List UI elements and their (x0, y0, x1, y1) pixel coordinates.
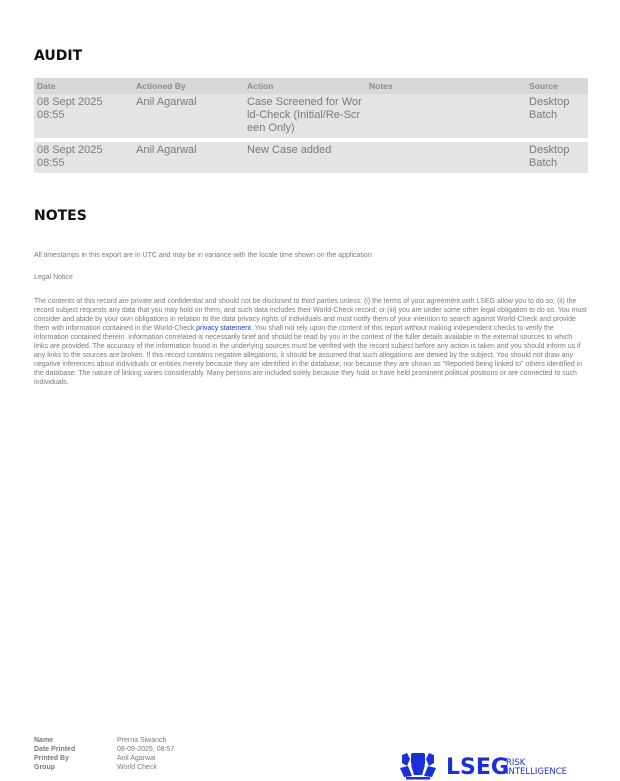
footer-group-value: World Check (117, 764, 157, 771)
privacy-statement-link[interactable]: privacy statement (196, 325, 251, 332)
cell-actioned-by: Anil Agarwal (136, 96, 197, 108)
lseg-crest-icon (400, 753, 436, 780)
legal-notice-title: Legal Notice (34, 274, 73, 281)
column-header-date: Date (37, 81, 56, 91)
column-header-actioned-by: Actioned By (136, 81, 186, 91)
table-row (34, 94, 588, 138)
cell-date: 08 Sept 2025 08:55 (37, 144, 103, 169)
footer-date-label: Date Printed (34, 746, 76, 753)
legal-text-part-1: The contents of this record are private and confidential and should not be disclosed to third parties unless: (i) the terms of your agreement with LSEG allow you to do so; (ii) the record subject requests any data that you may hold on them, and such data includes their World-Check record; or (iii) you are under some other legal obligation to do so. You must consider and abide by your own obligations in relation to the data privacy rights of individuals and must notify them of your intention to search against World-Check and provide them with information contained in the World-Check (34, 298, 587, 332)
footer-date-value: 08-09-2025, 08:57 (117, 746, 175, 753)
column-header-source: Source (529, 81, 558, 91)
column-header-notes: Notes (369, 81, 393, 91)
cell-notes (366, 96, 526, 135)
cell-action: Case Screened for World-Check (Initial/Re-Screen Only) (247, 96, 362, 134)
footer-group-label: Group (34, 764, 55, 771)
audit-table-header (34, 78, 588, 94)
audit-table (34, 78, 588, 173)
footer-printed-by-label: Printed By (34, 755, 70, 762)
audit-title: AUDIT (34, 48, 83, 64)
notes-title: NOTES (34, 208, 87, 224)
cell-actioned-by: Anil Agarwal (136, 144, 197, 156)
footer-printed-by-value: Anil Agarwal (117, 755, 156, 762)
cell-date: 08 Sept 2025 08:55 (37, 96, 103, 121)
logo-line-2: INTELLIGENCE (506, 767, 568, 777)
table-row (34, 142, 588, 173)
cell-source: Desktop Batch (529, 96, 570, 121)
legal-notice-text (34, 297, 587, 387)
legal-text-part-2: . You shall not rely upon the content of this report without making independent checks to verify the information contained therein. Information correlated is necessarily brief and should be read by you in the context of the fuller details available in the external sources to which links are provided. The accuracy of the information found in the underlying sources must be verified with the record subject before any action is taken and you should inform us if any links to the sources are broken. If this record contains negative allegations, it should be assumed that such allegations are denied by the subject. You should not draw any negative inferences about individuals or entities merely because they are identified in the database, nor because they are shown as "Reported being linked to" others identified in the database. The nature of linking varies considerably. Many persons are included solely because they hold or have held prominent political positions or are connected to such individuals. (34, 325, 583, 386)
footer-name-label: Name (34, 737, 54, 744)
cell-source: Desktop Batch (529, 144, 570, 169)
logo-brand-text: LSEG (446, 755, 509, 780)
timestamp-note: All timestamps in this export are in UTC and may be in variance with the locale time shown on the application (34, 252, 372, 259)
footer-name-value: Prerna Siwanch (117, 737, 167, 744)
column-header-action: Action (247, 81, 274, 91)
logo-line-1: RISK (506, 758, 526, 768)
cell-action: New Case added (247, 144, 332, 156)
print-footer (34, 736, 174, 772)
lseg-risk-intelligence-logo (398, 750, 576, 780)
cell-notes (366, 144, 526, 170)
